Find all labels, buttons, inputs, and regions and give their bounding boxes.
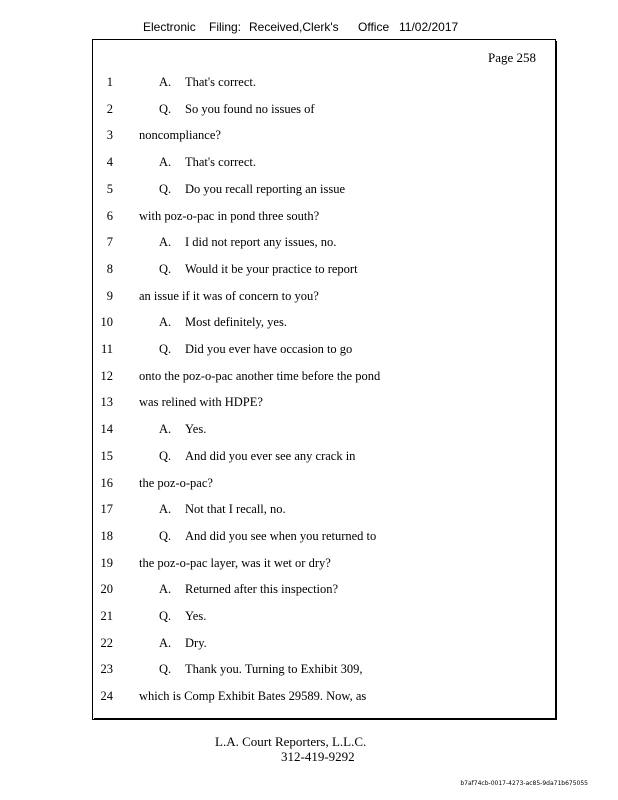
line-text: That's correct. [185, 155, 256, 170]
speaker-marker: A. [159, 582, 172, 597]
transcript-line [93, 502, 555, 522]
transcript-line [93, 636, 555, 656]
line-number: 2 [106, 101, 113, 116]
transcript-line [93, 609, 555, 629]
line-text: noncompliance? [139, 128, 221, 143]
transcript-line [93, 422, 555, 442]
speaker-marker: A. [159, 235, 172, 250]
line-text: Would it be your practice to report [185, 261, 358, 276]
speaker-marker: A. [159, 502, 172, 517]
line-number: 17 [100, 502, 113, 517]
line-number: 3 [106, 128, 113, 143]
line-text: Did you ever have occasion to go [185, 342, 353, 356]
header-word-received: Received,Clerk's [249, 20, 339, 34]
transcript-line [93, 369, 555, 389]
speaker-marker: Q. [159, 609, 172, 623]
transcript-line [93, 529, 555, 549]
line-text: Not that I recall, no. [185, 502, 286, 517]
filing-header [0, 20, 618, 38]
line-number: 12 [100, 368, 113, 383]
header-word-electronic: Electronic [143, 20, 196, 34]
line-text: was relined with HDPE? [139, 395, 263, 410]
header-date: 11/02/2017 [399, 20, 459, 34]
speaker-marker: Q. [159, 662, 172, 677]
transcript-line [93, 289, 555, 309]
transcript-line [93, 342, 555, 362]
line-text: Returned after this inspection? [185, 582, 339, 597]
speaker-marker: Q. [159, 261, 172, 276]
line-number: 13 [100, 395, 113, 410]
speaker-marker: A. [159, 635, 172, 650]
transcript-line [93, 209, 555, 229]
transcript-page [92, 39, 556, 720]
transcript-line [93, 235, 555, 255]
line-number: 15 [100, 448, 113, 463]
transcript-line [93, 662, 555, 682]
page-number: Page 258 [487, 50, 536, 65]
page-shadow-bottom [94, 718, 557, 720]
speaker-marker: A. [159, 155, 172, 170]
line-number: 9 [106, 288, 113, 303]
line-number: 19 [100, 555, 113, 570]
transcript-line [93, 449, 555, 469]
transcript-line [93, 75, 555, 95]
line-text: onto the poz-o-pac another time before the pond [139, 368, 381, 383]
transcript-line [93, 155, 555, 175]
line-text: And did you ever see any crack in [185, 448, 356, 463]
transcript-line [93, 476, 555, 496]
line-text: Dry. [185, 635, 207, 650]
header-word-office: Office [358, 20, 390, 34]
transcript-line [93, 128, 555, 148]
line-number: 21 [100, 609, 113, 623]
speaker-marker: Q. [159, 342, 172, 356]
line-text: Thank you. Turning to Exhibit 309, [185, 662, 363, 677]
transcript-line [93, 395, 555, 415]
line-text: Yes. [185, 422, 207, 437]
line-text: Yes. [185, 609, 207, 623]
line-text: And did you see when you returned to [185, 528, 377, 543]
line-number: 23 [100, 662, 113, 677]
line-number: 10 [100, 315, 113, 330]
line-number: 24 [100, 689, 113, 704]
header-word-filing: Filing: [209, 20, 242, 34]
line-text: Do you recall reporting an issue [185, 181, 346, 196]
transcript-line [93, 315, 555, 335]
speaker-marker: Q. [159, 181, 172, 196]
line-text: an issue if it was of concern to you? [139, 288, 319, 303]
speaker-marker: A. [159, 75, 172, 89]
reporter-phone: 312-419-9292 [281, 749, 355, 764]
page-shadow-right [555, 41, 557, 720]
transcript-line [93, 102, 555, 122]
line-text: with poz-o-pac in pond three south? [139, 208, 320, 223]
transcript-line [93, 262, 555, 282]
transcript-line [93, 182, 555, 202]
line-number: 20 [100, 582, 113, 597]
line-number: 7 [106, 235, 113, 250]
line-number: 14 [100, 422, 113, 437]
line-text: which is Comp Exhibit Bates 29589. Now, as [139, 689, 367, 704]
transcript-lines [93, 40, 555, 719]
transcript-line [93, 582, 555, 602]
speaker-marker: A. [159, 422, 172, 437]
document-id: b7af74cb-0017-4273-ac85-9da71b675055 [460, 780, 588, 787]
speaker-marker: Q. [159, 528, 172, 543]
line-number: 11 [100, 342, 113, 356]
transcript-line [93, 689, 555, 709]
line-number: 22 [100, 635, 113, 650]
line-text: I did not report any issues, no. [185, 235, 337, 250]
line-number: 1 [106, 75, 113, 89]
line-number: 4 [106, 155, 113, 170]
line-text: That's correct. [185, 75, 256, 89]
line-text: the poz-o-pac layer, was it wet or dry? [139, 555, 331, 570]
speaker-marker: Q. [159, 101, 172, 116]
transcript-line [93, 556, 555, 576]
line-number: 6 [106, 208, 113, 223]
line-text: So you found no issues of [185, 101, 315, 116]
line-number: 8 [106, 261, 113, 276]
line-text: the poz-o-pac? [139, 475, 213, 490]
reporter-company: L.A. Court Reporters, L.L.C. [215, 734, 367, 749]
line-number: 18 [100, 528, 113, 543]
line-number: 5 [106, 181, 113, 196]
line-text: Most definitely, yes. [185, 315, 287, 330]
line-number: 16 [100, 475, 113, 490]
speaker-marker: Q. [159, 448, 172, 463]
speaker-marker: A. [159, 315, 172, 330]
